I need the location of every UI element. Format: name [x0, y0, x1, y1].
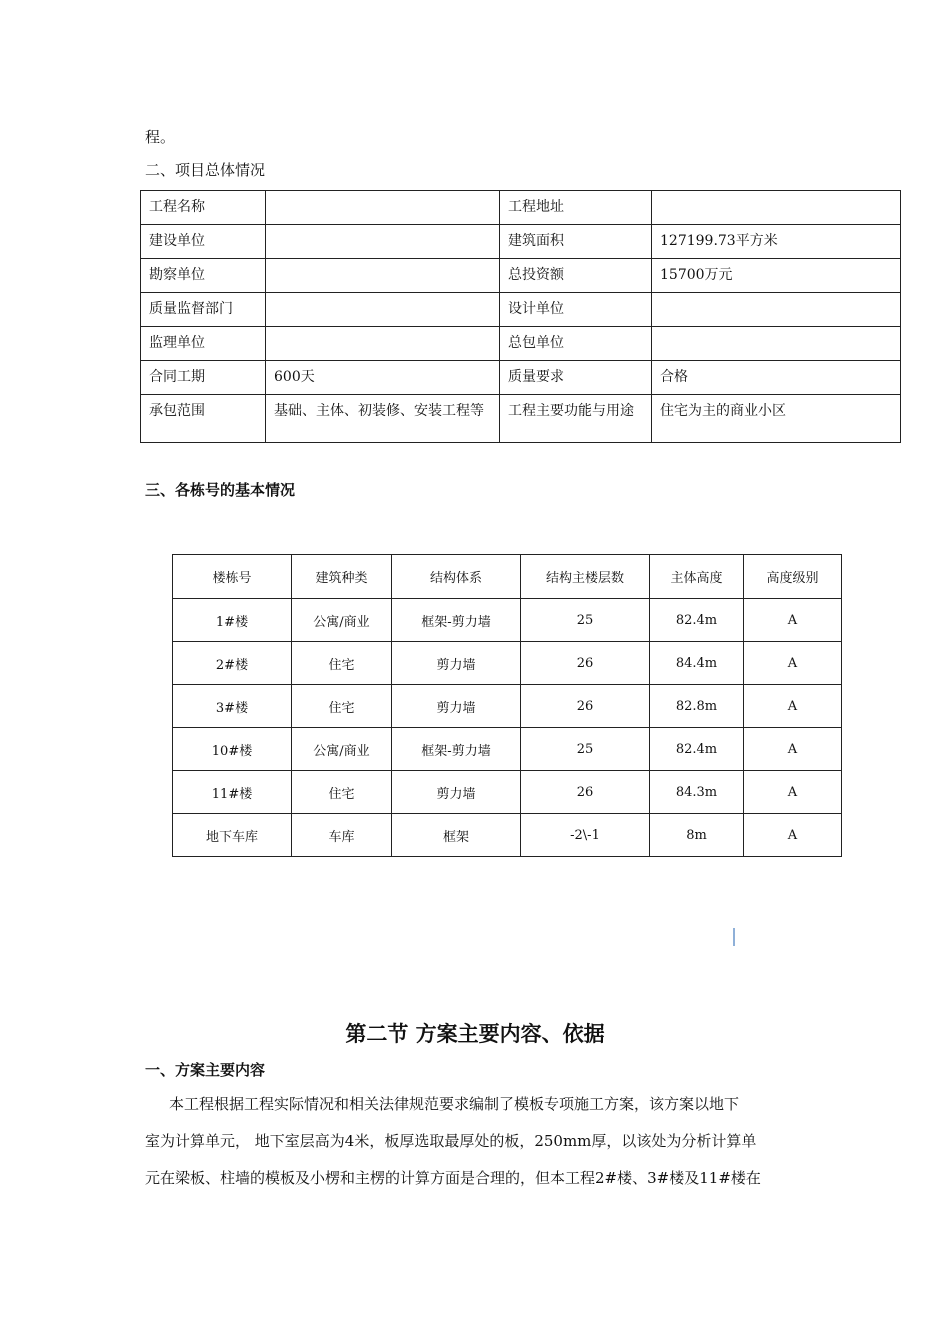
buildings-cell: 3#楼 [173, 685, 292, 728]
buildings-cell: 剪力墙 [392, 685, 521, 728]
buildings-cell: 住宅 [292, 771, 392, 814]
buildings-cell: 8m [650, 814, 744, 857]
buildings-cell: 公寓/商业 [292, 599, 392, 642]
buildings-cell: 地下车库 [173, 814, 292, 857]
buildings-cell: 2#楼 [173, 642, 292, 685]
overview-label-cell: 承包范围 [141, 395, 266, 443]
overview-value-cell [266, 191, 500, 225]
buildings-cell: 剪力墙 [392, 771, 521, 814]
buildings-cell: 25 [521, 728, 650, 771]
overview-value-cell [266, 225, 500, 259]
body-line-2: 室为计算单元， 地下室层高为4米，板厚选取最厚处的板，250mm厚，以该处为分析计算单 [145, 1132, 757, 1150]
buildings-cell: 82.4m [650, 599, 744, 642]
buildings-cell: 框架-剪力墙 [392, 728, 521, 771]
overview-row [141, 327, 901, 361]
buildings-cell: 1#楼 [173, 599, 292, 642]
buildings-cell: A [744, 599, 842, 642]
buildings-cell: 11#楼 [173, 771, 292, 814]
buildings-cell: 26 [521, 685, 650, 728]
overview-value-cell [652, 293, 901, 327]
buildings-cell: 84.3m [650, 771, 744, 814]
overview-label-cell: 合同工期 [141, 361, 266, 395]
buildings-cell: 住宅 [292, 642, 392, 685]
buildings-cell: 25 [521, 599, 650, 642]
overview-row [141, 191, 901, 225]
buildings-cell: A [744, 728, 842, 771]
overview-row [141, 395, 901, 443]
overview-label-cell: 总包单位 [500, 327, 652, 361]
buildings-cell: 框架-剪力墙 [392, 599, 521, 642]
buildings-header-cell: 结构主楼层数 [521, 555, 650, 599]
overview-row [141, 361, 901, 395]
buildings-cell: 10#楼 [173, 728, 292, 771]
overview-label-cell: 工程主要功能与用途 [500, 395, 652, 443]
overview-value-cell: 基础、主体、初装修、安装工程等 [266, 395, 500, 443]
overview-value-cell [652, 327, 901, 361]
buildings-cell: 84.4m [650, 642, 744, 685]
project-overview-heading: 二、项目总体情况 [145, 161, 266, 179]
buildings-header-cell: 高度级别 [744, 555, 842, 599]
buildings-cell: 住宅 [292, 685, 392, 728]
overview-value-cell: 600天 [266, 361, 500, 395]
overview-label-cell: 工程地址 [500, 191, 652, 225]
section-title: 第二节 方案主要内容、依据 [345, 1021, 605, 1046]
buildings-cell: 82.4m [650, 728, 744, 771]
buildings-header-row [173, 555, 842, 599]
overview-value-cell: 15700万元 [652, 259, 901, 293]
buildings-cell: 框架 [392, 814, 521, 857]
buildings-header-cell: 建筑种类 [292, 555, 392, 599]
buildings-cell: 82.8m [650, 685, 744, 728]
overview-value-cell: 合格 [652, 361, 901, 395]
overview-value-cell: 127199.73平方米 [652, 225, 901, 259]
text-cursor [733, 928, 735, 946]
overview-value-cell [266, 327, 500, 361]
overview-row [141, 259, 901, 293]
buildings-cell: 公寓/商业 [292, 728, 392, 771]
buildings-table [172, 554, 842, 857]
buildings-heading: 三、各栋号的基本情况 [145, 481, 296, 499]
buildings-cell: 剪力墙 [392, 642, 521, 685]
buildings-row [173, 771, 842, 814]
overview-label-cell: 设计单位 [500, 293, 652, 327]
buildings-cell: A [744, 814, 842, 857]
section-subheading: 一、方案主要内容 [145, 1061, 266, 1079]
buildings-cell: A [744, 642, 842, 685]
buildings-row [173, 599, 842, 642]
intro-fragment: 程。 [145, 128, 176, 146]
overview-label-cell: 质量要求 [500, 361, 652, 395]
buildings-row [173, 642, 842, 685]
project-overview-table [140, 190, 901, 443]
overview-label-cell: 建筑面积 [500, 225, 652, 259]
body-line-1: 本工程根据工程实际情况和相关法律规范要求编制了模板专项施工方案，该方案以地下 [169, 1095, 740, 1113]
buildings-header-cell: 结构体系 [392, 555, 521, 599]
body-line-3: 元在梁板、柱墙的模板及小楞和主楞的计算方面是合理的，但本工程2#楼、3#楼及11#楼在 [145, 1169, 761, 1187]
overview-value-cell [266, 259, 500, 293]
buildings-header-cell: 主体高度 [650, 555, 744, 599]
overview-label-cell: 工程名称 [141, 191, 266, 225]
buildings-cell: A [744, 685, 842, 728]
overview-row [141, 293, 901, 327]
overview-value-cell [652, 191, 901, 225]
buildings-cell: 车库 [292, 814, 392, 857]
buildings-cell: 26 [521, 642, 650, 685]
overview-value-cell: 住宅为主的商业小区 [652, 395, 901, 443]
buildings-cell: 26 [521, 771, 650, 814]
buildings-row [173, 728, 842, 771]
overview-label-cell: 勘察单位 [141, 259, 266, 293]
buildings-header-cell: 楼栋号 [173, 555, 292, 599]
buildings-row [173, 685, 842, 728]
overview-label-cell: 建设单位 [141, 225, 266, 259]
overview-label-cell: 质量监督部门 [141, 293, 266, 327]
overview-value-cell [266, 293, 500, 327]
overview-row [141, 225, 901, 259]
overview-label-cell: 总投资额 [500, 259, 652, 293]
buildings-cell: -2\-1 [521, 814, 650, 857]
buildings-row [173, 814, 842, 857]
overview-label-cell: 监理单位 [141, 327, 266, 361]
buildings-cell: A [744, 771, 842, 814]
